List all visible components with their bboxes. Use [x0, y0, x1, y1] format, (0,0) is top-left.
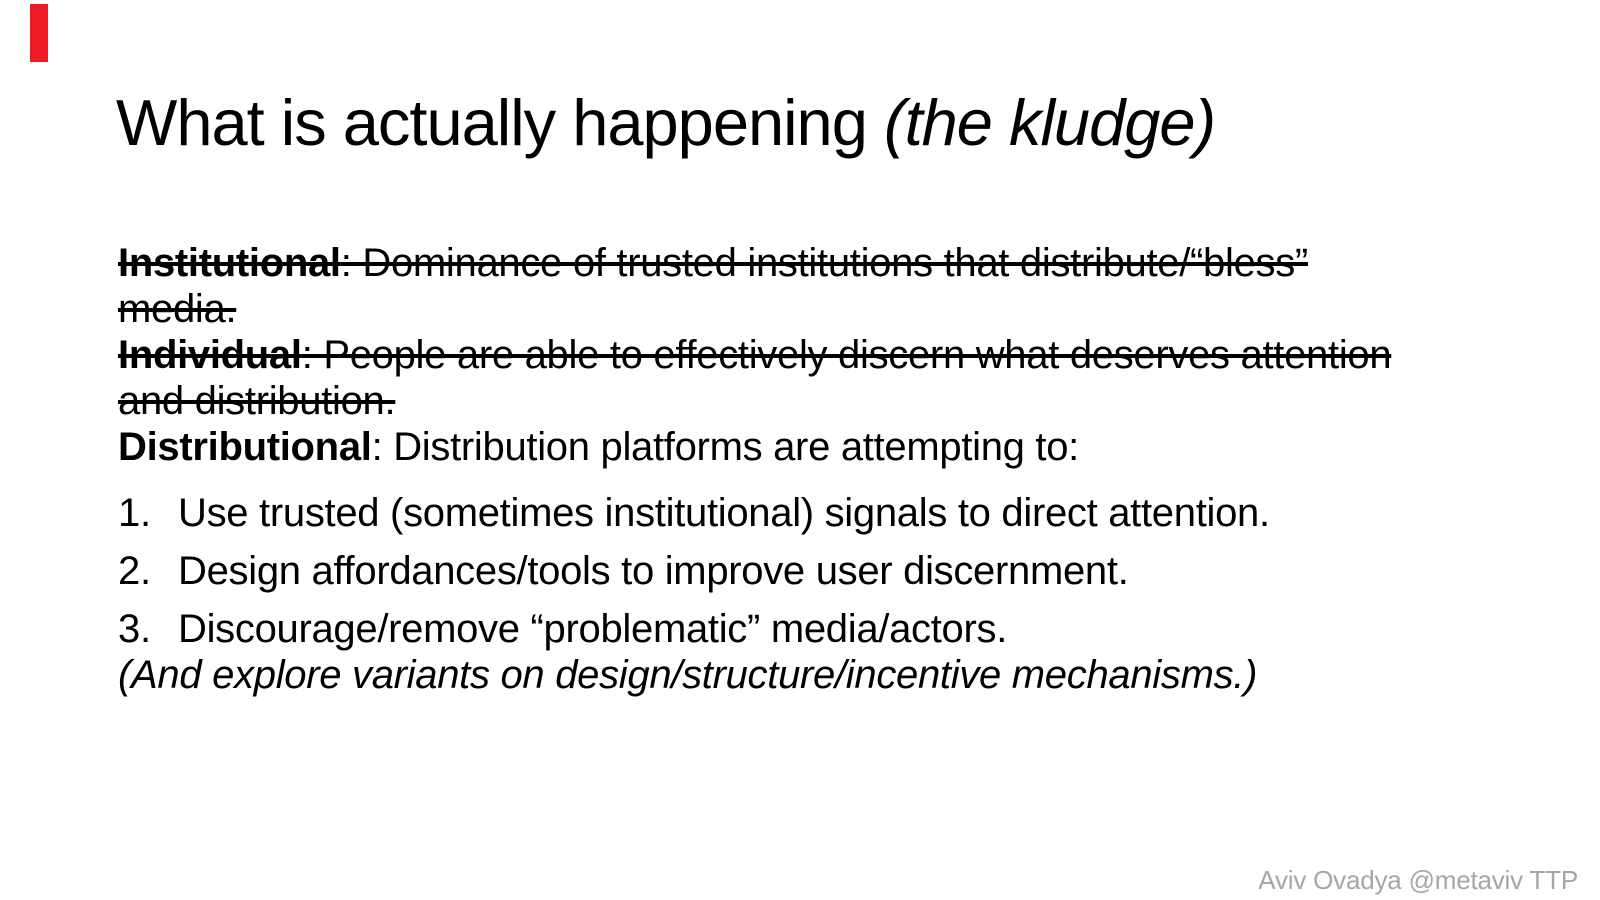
crossed-paragraph-individual	[118, 332, 1578, 424]
crossed-paragraph-line: media.	[118, 287, 237, 331]
slide-title-main: What is actually happening	[116, 86, 884, 159]
crossed-paragraph-line	[118, 240, 1578, 286]
crossed-text: : People are able to effectively discern what deserves attention	[301, 333, 1392, 377]
slide-body	[118, 240, 1578, 698]
list-item-3	[118, 606, 1578, 652]
crossed-paragraph-line	[118, 332, 1578, 378]
distributional-heading	[118, 424, 1578, 470]
crossed-paragraph-line: and distribution.	[118, 379, 396, 423]
list-number: 1.	[118, 491, 151, 535]
list-text: Discourage/remove “problematic” media/actors.	[178, 607, 1008, 651]
list-item-1	[118, 490, 1578, 536]
crossed-term-institutional: Institutional	[118, 241, 341, 285]
list-text: Design affordances/tools to improve user discernment.	[178, 549, 1129, 593]
list-item-2	[118, 548, 1578, 594]
slide-title-emphasis: (the kludge)	[883, 86, 1216, 159]
crossed-term-individual: Individual	[118, 333, 302, 377]
explore-variants-note: (And explore variants on design/structure/incentive mechanisms.)	[118, 653, 1258, 697]
list-text: Use trusted (sometimes institutional) signals to direct attention.	[178, 491, 1270, 535]
list-number: 3.	[118, 607, 151, 651]
credit-footer: Aviv Ovadya @metaviv TTP	[1258, 865, 1578, 895]
distributional-term: Distributional	[118, 425, 372, 469]
list-number: 2.	[118, 549, 151, 593]
distributional-text: : Distribution platforms are attempting to:	[371, 425, 1079, 469]
crossed-text: : Dominance of trusted institutions that distribute/“bless”	[340, 241, 1308, 285]
slide-title	[116, 84, 1516, 162]
red-marker-bar	[30, 4, 48, 62]
crossed-paragraph-institutional	[118, 240, 1578, 332]
